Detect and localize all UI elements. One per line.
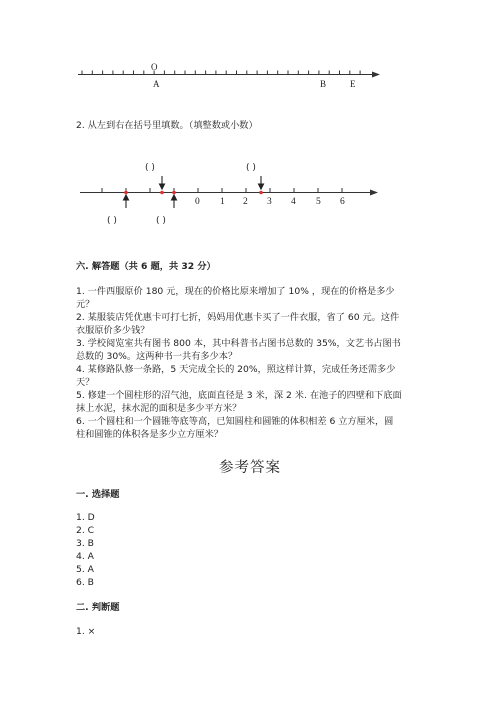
blank-bottom-right: ( ) <box>156 216 166 226</box>
blank-top-left: ( ) <box>145 163 155 173</box>
problem-line: 2. 某服装店凭优惠卡可打七折，妈妈用优惠卡买了一件衣服，省了 60 元。这件 <box>76 312 400 323</box>
problem-line: 总数的 30%。这两种书一共有多少本？ <box>76 351 238 362</box>
problem-line: 5. 修建一个圆柱形的沼气池，底面直径是 3 米，深 2 米. 在池子的四壁和下底面 <box>76 390 402 401</box>
section-6-heading: 六. 解答题（共 6 题，共 32 分） <box>76 261 216 272</box>
problem-line: 元？ <box>76 299 95 310</box>
problem-line: 6. 一个圆柱和一个圆锥等底等高，已知圆柱和圆锥的体积相差 6 立方厘米，圆 <box>76 416 394 427</box>
answer-item: 4. A <box>76 551 94 562</box>
answer-item: 5. A <box>76 564 94 575</box>
tick-label-5: 5 <box>316 197 321 207</box>
answer-item: 2. C <box>76 525 95 536</box>
marker-dot <box>124 191 128 195</box>
label-a: A <box>153 79 160 89</box>
answers-title: 参考答案 <box>219 460 281 476</box>
tick-label-6: 6 <box>340 197 345 207</box>
problem-line: 3. 学校阅览室共有图书 800 本，其中科普书占图书总数的 35%，文艺书占图书 <box>76 338 401 349</box>
label-e: E <box>350 79 356 89</box>
number-line-2-ticks <box>102 188 342 193</box>
answer-item: 1. D <box>76 512 95 523</box>
problem-line: 衣服原价多少钱？ <box>76 325 150 336</box>
answer-item: 1. × <box>76 626 96 637</box>
tick-label-2: 2 <box>243 197 248 207</box>
tick-label-3: 3 <box>267 197 272 207</box>
marker-dot <box>259 191 263 195</box>
marker-dot <box>160 191 164 195</box>
number-line-2-arrow <box>370 190 378 196</box>
answer-item: 6. B <box>76 577 94 588</box>
number-line-1 <box>0 0 500 95</box>
label-o: O <box>151 62 158 72</box>
tick-label-4: 4 <box>291 197 296 207</box>
answer-item: 3. B <box>76 538 94 549</box>
problem-line: 天？ <box>76 377 95 388</box>
blank-bottom-left: ( ) <box>107 216 117 226</box>
number-line-1-arrow <box>372 72 380 78</box>
problem-line: 4. 某修路队修一条路，5 天完成全长的 20%，照这样计算，完成任务还需多少 <box>76 364 396 375</box>
label-b: B <box>320 79 327 89</box>
problem-line: 柱和圆锥的体积各是多少立方厘米？ <box>76 429 223 440</box>
problem-line: 1. 一件西服原价 180 元，现在的价格比原来增加了 10% ，现在的价格是多少 <box>76 286 395 297</box>
number-line-1-ticks <box>82 71 360 75</box>
answers-section-1-heading: 一. 选择题 <box>76 489 120 500</box>
tick-label-1: 1 <box>220 197 225 207</box>
marker-dot <box>172 191 176 195</box>
problem-line: 抹上水泥，抹水泥的面积是多少平方米？ <box>76 403 242 414</box>
question-2-text: 2. 从左到右在括号里填数。（填整数或小数） <box>76 120 258 131</box>
answers-section-2-heading: 二. 判断题 <box>76 602 120 613</box>
blank-top-right: ( ) <box>246 163 256 173</box>
tick-label-0: 0 <box>195 197 200 207</box>
